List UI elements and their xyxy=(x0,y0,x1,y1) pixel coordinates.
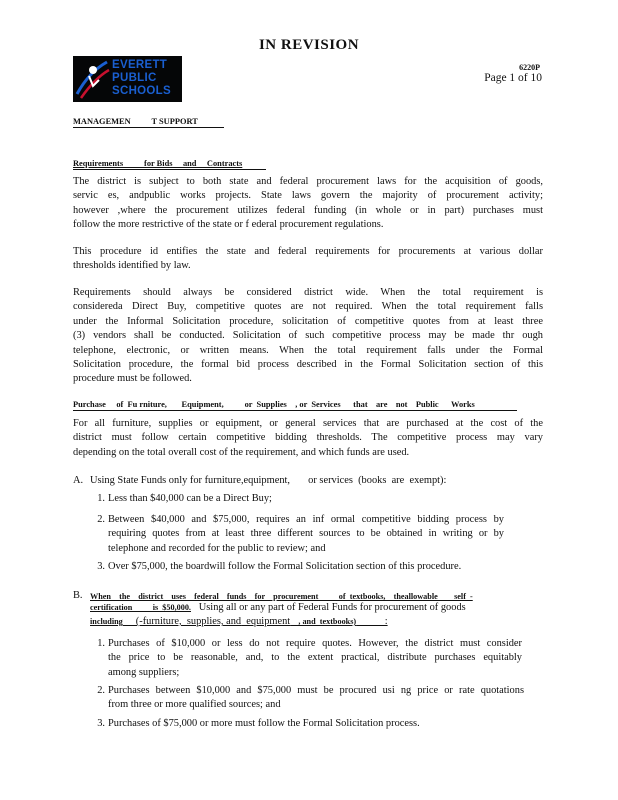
intro-fragment: and xyxy=(223,616,242,627)
list-letter: B. xyxy=(73,590,83,601)
text-line: considereda Direct Buy, competitive quotes are not required. When the total requirement falls xyxy=(73,301,543,313)
intro-fragment: equipment xyxy=(241,616,291,627)
logo-line-1: EVERETT xyxy=(112,59,168,71)
text-line: telephone, electronic, or written means. When the total requirement falls under the Formal xyxy=(73,344,543,356)
list-intro-line xyxy=(90,601,466,615)
text-line: telephone and recorded for the public to review; and xyxy=(108,542,326,554)
intro-fragment: : xyxy=(356,616,388,627)
text-line: requiring quotes from at least three different sources to be obtained in writing or by xyxy=(108,528,504,540)
intro-fragment: Using all or any part of Federal Funds for procurement of goods xyxy=(190,602,466,613)
text-line: Purchases of $10,000 or less do not require quotes. However, the district must consider xyxy=(108,638,522,649)
text-line: Purchases of $75,000 or more must follow the Formal Solicitation process. xyxy=(108,718,420,729)
item-number: 1. xyxy=(97,493,105,504)
text-line: procedure must be followed. xyxy=(73,373,192,385)
text-line: For all furniture, supplies or equipment, or general services that are purchased at the cost of the xyxy=(73,418,543,429)
text-line: district must follow certain competitive bidding thresholds. The competitive process may vary xyxy=(73,432,543,444)
text-line: thresholds identified by law. xyxy=(73,260,191,272)
text-line: under the Informal Solicitation procedure, solicitation of competitive quotes from at least three xyxy=(73,315,543,327)
logo-line-3: SCHOOLS xyxy=(112,85,171,97)
intro-fragment: certification is $50,000. xyxy=(90,603,191,612)
paragraph-intro xyxy=(73,175,543,233)
logo-line-2: PUBLIC xyxy=(112,72,157,84)
text-line: the price to be reasonable, and, to the extent practical, distribute purchases equitably xyxy=(108,652,522,664)
list-federal-funds xyxy=(73,589,543,739)
paragraph-thresholds xyxy=(73,245,543,274)
text-line: depending on the total overall cost of the requirement, and which funds are used. xyxy=(73,446,410,458)
section-heading-purchase: Purchase of Fu rniture, Equipment, or Supplies , or Services that are not Public Works xyxy=(73,400,475,409)
page-number: Page 1 of 10 xyxy=(484,72,542,84)
policy-number: 6220P xyxy=(519,63,540,72)
text-line: servic es, andpublic works projects. State laws govern the majority of procurement activity; xyxy=(73,190,543,202)
intro-fragment: including xyxy=(90,617,123,626)
section-heading-rule xyxy=(73,169,266,170)
list-letter: A. xyxy=(73,475,84,486)
district-logo xyxy=(73,56,182,102)
list-intro-line xyxy=(90,615,388,629)
text-line: from three or more qualified sources; and xyxy=(108,699,281,711)
item-number: 2. xyxy=(97,514,105,525)
text-line: The district is subject to both state and federal procurement laws for the acquisition of goods, xyxy=(73,176,543,187)
item-number: 1. xyxy=(97,638,105,649)
item-number: 3. xyxy=(97,718,105,729)
item-number: 2. xyxy=(97,685,105,696)
text-line: Requirements should always be considered district wide. When the total requirement is xyxy=(73,287,543,298)
intro-fragment: , and textbooks) xyxy=(290,617,357,626)
text-line: Over $75,000, the boardwill follow the Formal Solicitation section of this procedure. xyxy=(108,561,462,572)
item-number: 3. xyxy=(97,561,105,572)
section-heading-requirements: Requirements for Bids and Contracts xyxy=(73,159,243,168)
list-state-funds xyxy=(73,474,543,584)
text-line: however ,where the procurement utilizes federal funding (in whole or in part) purchases must xyxy=(73,204,543,216)
intro-fragment: (-furniture, supplies, xyxy=(122,616,224,627)
section-heading-rule xyxy=(73,410,517,411)
text-line: among suppliers; xyxy=(108,666,180,678)
swoosh-icon xyxy=(73,56,113,102)
text-line: follow the more restrictive of the state or f ederal procurement regulations. xyxy=(73,219,384,231)
list-intro: Using State Funds only for furniture,equipment, or services (books are exempt): xyxy=(90,475,447,486)
list-intro-line: When the district uses federal funds for procurement of textbooks, theallowable self - xyxy=(90,592,473,601)
department-underline xyxy=(73,127,224,128)
text-line: Between $40,000 and $75,000, requires an inf ormal competitive bidding process by xyxy=(108,514,504,525)
paragraph-requirements xyxy=(73,286,543,387)
text-line: Solicitation procedure, the formal bid process described in the Formal Solicitation section of this xyxy=(73,359,543,371)
text-line: Less than $40,000 can be a Direct Buy; xyxy=(108,493,272,504)
text-line: (3) vendors shall be conducted. Solicitation of such competitive process may be made thr ough xyxy=(73,330,543,342)
text-line: Purchases between $10,000 and $75,000 must be procured usi ng price or rate quotations xyxy=(108,685,524,696)
text-line: This procedure id entifies the state and federal requirements for procurements at various dollar xyxy=(73,246,543,257)
document-title: IN REVISION xyxy=(258,37,360,53)
department-label: MANAGEMEN T SUPPORT xyxy=(73,117,198,126)
paragraph-furniture xyxy=(73,417,543,460)
